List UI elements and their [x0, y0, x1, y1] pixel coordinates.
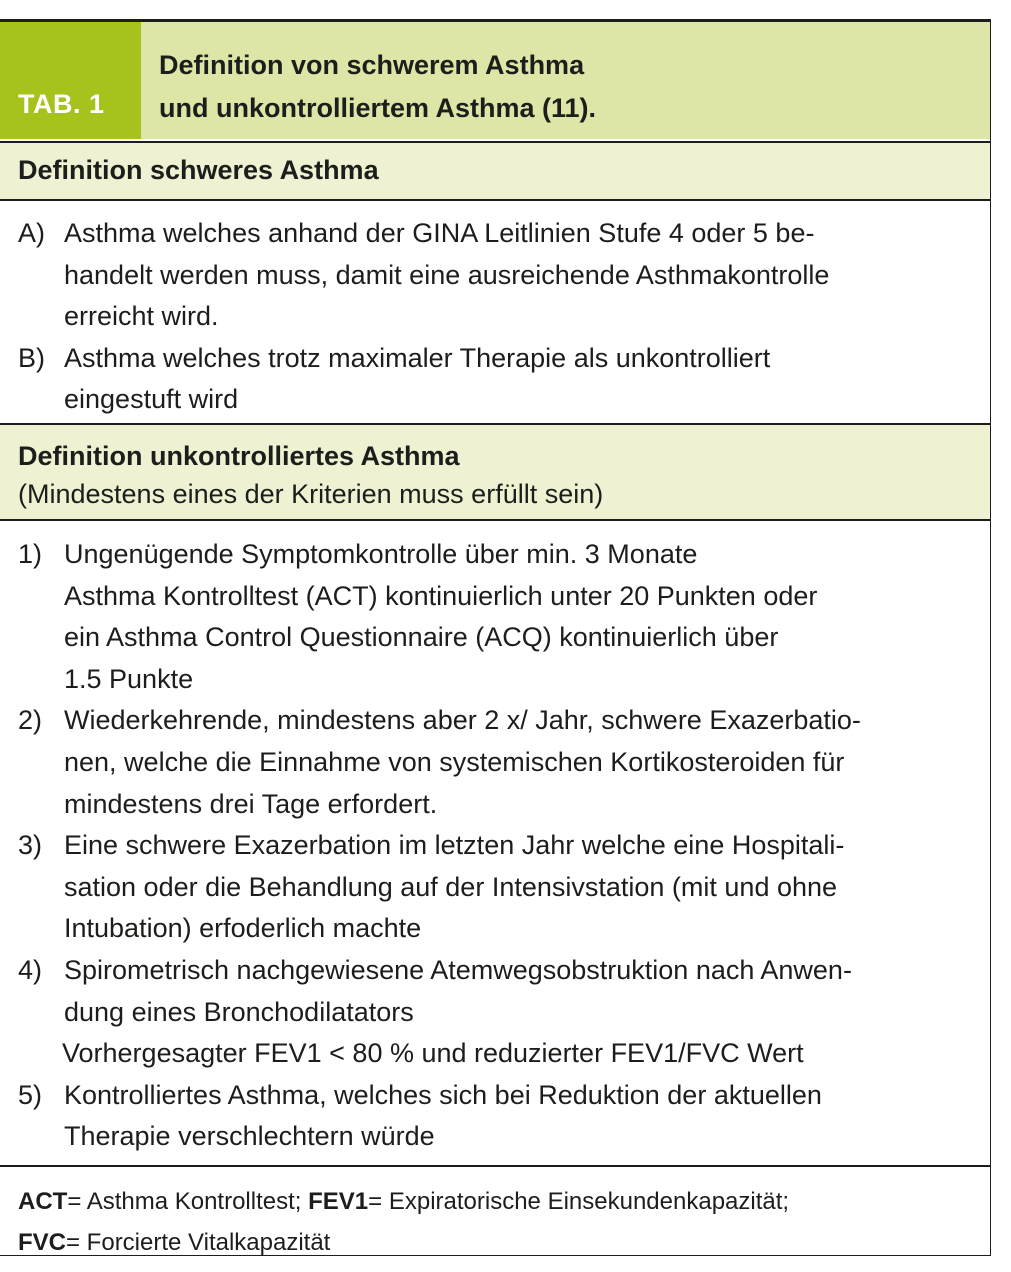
text-line: Therapie verschlechtern würde — [64, 1121, 435, 1152]
section-heading-severe-asthma — [0, 143, 990, 201]
text-line: mindestens drei Tage erfordert. — [64, 788, 438, 819]
text-line: Asthma welches trotz maximaler Therapie als unkontrolliert — [64, 342, 771, 373]
footnote-line — [18, 1181, 990, 1222]
text-line: Asthma welches anhand der GINA Leitlinien Stufe 4 oder 5 be- — [64, 218, 815, 248]
text-line: 1.5 Punkte — [64, 663, 194, 694]
list-item — [18, 700, 990, 825]
text-line: dung eines Bronchodilatators — [64, 996, 414, 1027]
list-marker: 4) — [18, 954, 43, 985]
text-line: erreicht wird. — [64, 301, 219, 332]
definition-act: = Asthma Kontrolltest; — [67, 1188, 309, 1215]
text-line: ein Asthma Control Questionnaire (ACQ) kontinuierlich über — [64, 622, 779, 653]
text-line: Asthma Kontrolltest (ACT) kontinuierlich unter 20 Punkten oder — [64, 580, 818, 611]
text-line: Ungenügende Symptomkontrolle über min. 3 Monate — [64, 539, 698, 569]
table-title-line: Definition von schwerem Asthma — [159, 50, 585, 80]
text-line: nen, welche die Einnahme von systemischen Kortikosteroiden für — [64, 746, 845, 777]
list-marker: A) — [18, 218, 45, 248]
list-item — [18, 1075, 990, 1158]
table-title-line: und unkontrolliertem Asthma (11). — [159, 93, 597, 123]
abbreviation-fev1: FEV1 — [308, 1188, 369, 1215]
list-marker: 1) — [18, 539, 43, 569]
section-body-severe-asthma — [0, 201, 990, 425]
list-item — [18, 213, 990, 338]
text-line: Vorhergesagter FEV1 < 80 % und reduzierter FEV1/FVC Wert — [62, 1038, 804, 1069]
list-item-text — [64, 534, 817, 700]
definition-fev1: = Expiratorische Einsekundenkapazität; — [368, 1188, 790, 1215]
list-item — [18, 534, 990, 700]
text-line: handelt werden muss, damit eine ausreichende Asthmakontrolle — [64, 259, 830, 290]
table-footnote — [0, 1167, 990, 1263]
text-line: sation oder die Behandlung auf der Intensivstation (mit und ohne — [64, 871, 838, 902]
section-heading-uncontrolled-asthma — [0, 425, 990, 521]
list-item-text — [64, 700, 861, 825]
list-item — [18, 950, 990, 1075]
table-title — [141, 22, 990, 139]
list-marker: 2) — [18, 705, 43, 736]
abbreviation-fvc: FVC — [18, 1229, 66, 1256]
list-item-text — [64, 1075, 822, 1158]
table-number-label: TAB. 1 — [0, 22, 141, 139]
definition-table — [0, 19, 991, 1256]
list-item-text — [64, 950, 852, 1075]
list-item-text — [64, 213, 829, 338]
table-header — [0, 22, 990, 143]
definition-fvc: = Forcierte Vitalkapazität — [66, 1229, 331, 1256]
list-marker: 5) — [18, 1079, 43, 1110]
list-marker: B) — [18, 342, 45, 373]
text-line: Spirometrisch nachgewiesene Atemwegsobstruktion nach Anwen- — [64, 954, 852, 985]
footnote-line — [18, 1222, 990, 1263]
text-line: Kontrolliertes Asthma, welches sich bei Reduktion der aktuellen — [64, 1079, 822, 1110]
list-item-text — [64, 338, 770, 421]
text-line: Intubation) erfoderlich machte — [64, 913, 422, 944]
abbreviation-act: ACT — [18, 1188, 68, 1215]
section-heading-text: Definition unkontrolliertes Asthma — [18, 441, 460, 471]
list-marker: 3) — [18, 830, 43, 861]
text-line: eingestuft wird — [64, 384, 239, 415]
section-body-uncontrolled-asthma — [0, 521, 990, 1167]
section-subheading-text: (Mindestens eines der Kriterien muss erfüllt sein) — [18, 479, 604, 509]
text-line: Eine schwere Exazerbation im letzten Jahr welche eine Hospitali- — [64, 830, 845, 861]
list-item-text — [64, 825, 844, 950]
list-item — [18, 338, 990, 421]
section-heading-text: Definition schweres Asthma — [18, 155, 379, 185]
list-item — [18, 825, 990, 950]
text-line: Wiederkehrende, mindestens aber 2 x/ Jahr, schwere Exazerbatio- — [64, 705, 861, 736]
